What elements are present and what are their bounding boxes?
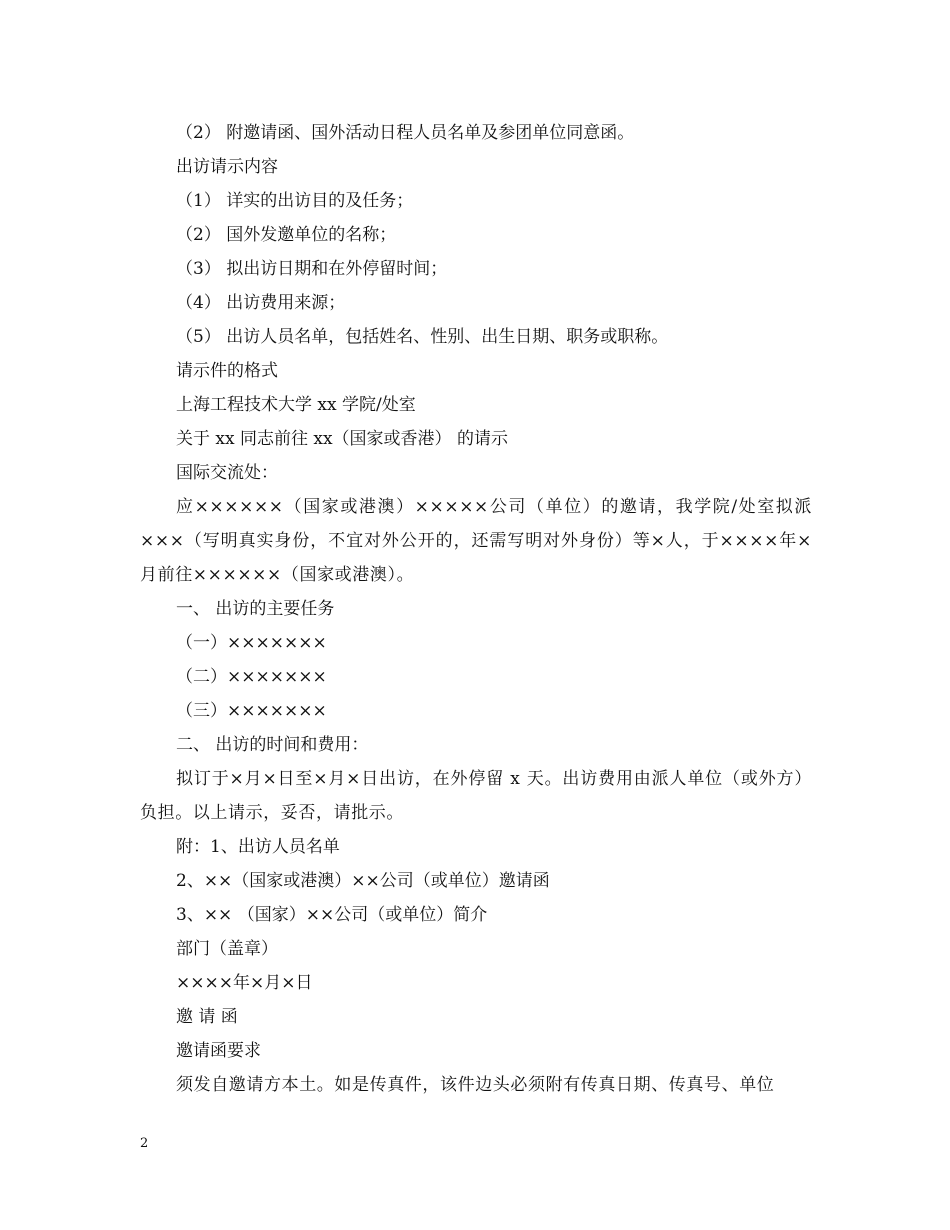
list-item: （三）××××××× — [176, 701, 327, 721]
text-line: ××××年×月×日 — [176, 973, 313, 993]
page-number: 2 — [140, 1136, 149, 1151]
body-paragraph: 须发自邀请方本土。如是传真件，该件边头必须附有传真日期、传真号、单位 — [176, 1075, 775, 1095]
list-item: （一）××××××× — [176, 633, 327, 653]
text-line: 3、×× （国家）××公司（或单位）简介 — [176, 905, 488, 925]
section-heading: 出访请示内容 — [176, 157, 278, 177]
text-line: （2） 国外发邀单位的名称； — [176, 225, 397, 245]
document-body — [140, 116, 812, 1102]
text-line: 国际交流处： — [176, 463, 278, 483]
section-heading: 邀请函要求 — [176, 1041, 261, 1061]
list-item: （二）××××××× — [176, 667, 327, 687]
text-line: 上海工程技术大学 xx 学院/处室 — [176, 395, 416, 415]
section-heading: 一、 出访的主要任务 — [176, 599, 335, 619]
text-line: （1） 详实的出访目的及任务； — [176, 191, 414, 211]
section-heading: 邀 请 函 — [176, 1007, 238, 1027]
text-line: 关于 xx 同志前往 xx（国家或香港） 的请示 — [176, 429, 508, 449]
section-heading: 二、 出访的时间和费用： — [176, 735, 369, 755]
text-line: 附：1、出访人员名单 — [176, 837, 340, 857]
text-line: 部门（盖章） — [176, 939, 278, 959]
text-line: （2） 附邀请函、国外活动日程人员名单及参团单位同意函。 — [176, 123, 635, 143]
text-line: 2、××（国家或港澳）××公司（或单位）邀请函 — [176, 871, 550, 891]
text-line: （4） 出访费用来源； — [176, 293, 346, 313]
text-line: （3） 拟出访日期和在外停留时间； — [176, 259, 448, 279]
section-heading: 请示件的格式 — [176, 361, 278, 381]
body-paragraph: 应××××××（国家或港澳）×××××公司（单位）的邀请，我学院/处室拟派×××（写明真实身份，不宜对外公开的，还需写明对外身份）等×人，于××××年×月前往××××××（国家或港澳）。 — [140, 497, 812, 585]
text-line: （5） 出访人员名单，包括姓名、性别、出生日期、职务或职称。 — [176, 327, 669, 347]
body-paragraph: 拟订于×月×日至×月×日出访，在外停留 x 天。出访费用由派人单位（或外方）负担。以上请示，妥否，请批示。 — [140, 769, 812, 823]
